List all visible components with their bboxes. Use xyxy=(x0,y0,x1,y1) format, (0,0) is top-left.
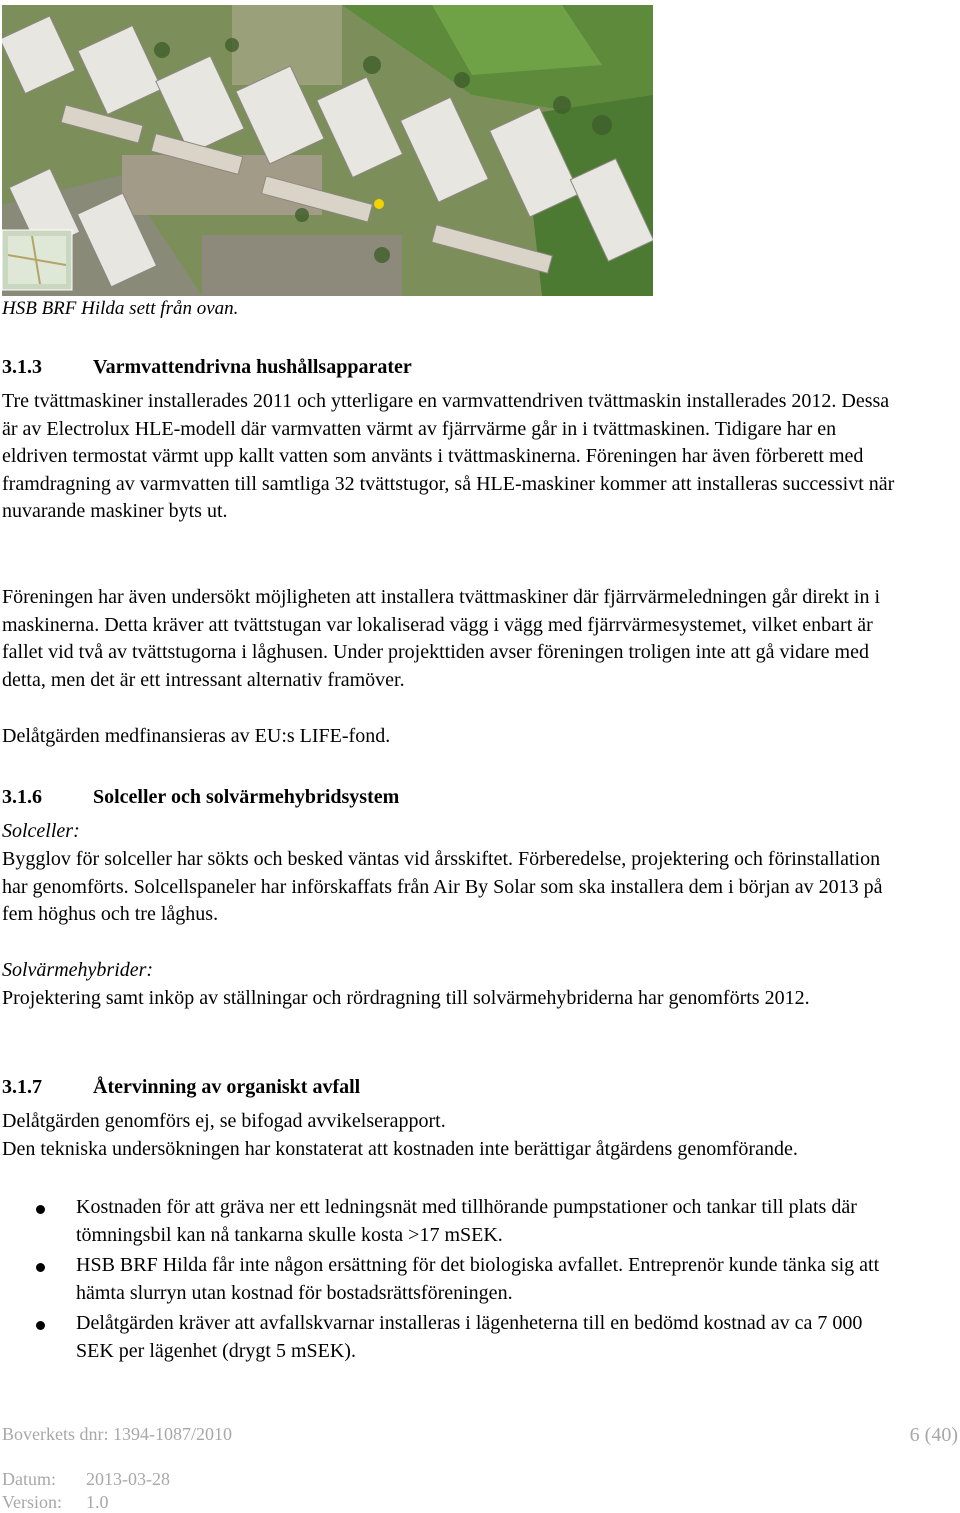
version-value: 1.0 xyxy=(86,1492,109,1512)
footer-dnr: Boverkets dnr: 1394-1087/2010 xyxy=(2,1424,232,1444)
section-heading-316 xyxy=(2,786,399,809)
section-heading-317 xyxy=(2,1076,360,1099)
paragraph: Föreningen har även undersökt möjligheten att installera tvättmaskiner där fjärrvärmeledningen går direkt in i maskinerna. Detta kräver att tvättstugan var lokaliserad vägg i vägg med fjärrvärmesystemet, vilket enbart är fallet vid två av tvättstugorna i låghusen. Under projekttiden avser föreningen troligen inte att gå vidare med detta, men det är ett intressant alternativ framöver. xyxy=(2,586,881,691)
section-number: 3.1.3 xyxy=(2,356,42,378)
subheading-solvarmehybrider: Solvärmehybrider: xyxy=(2,959,154,981)
photo-caption: HSB BRF Hilda sett från ovan. xyxy=(2,298,239,319)
version-label: Version: xyxy=(2,1492,62,1512)
paragraph: Delåtgärden medfinansieras av EU:s LIFE-fond. xyxy=(2,725,391,747)
list-item xyxy=(2,1194,902,1249)
aerial-photo xyxy=(2,5,653,296)
datum-value: 2013-03-28 xyxy=(86,1469,170,1489)
section-title: Varmvattendrivna hushållsapparater xyxy=(93,356,412,378)
list-item-text: Delåtgärden kräver att avfallskvarnar installeras i lägenheterna till en bedömd kostnad av ca 7 000 SEK per lägenhet (drygt 5 mSEK). xyxy=(76,1312,863,1362)
bullet-icon xyxy=(36,1321,45,1330)
list-item xyxy=(2,1252,902,1307)
bullet-list xyxy=(2,1194,902,1368)
paragraph: Bygglov för solceller har sökts och besked väntas vid årsskiftet. Förberedelse, projektering och förinstallation har genomförts. Solcellspaneler har införskaffats från Air By Solar som ska installera dem i början av 2013 på fem höghus och tre låghus. xyxy=(2,848,883,925)
bullet-icon xyxy=(36,1263,45,1272)
paragraph: Tre tvättmaskiner installerades 2011 och ytterligare en varmvattendriven tvättmaskin installerades 2012. Dessa är av Electrolux HLE-modell där varmvatten värmt av fjärrvärme går in i tvättmaskinen. Tidigare har en eldriven termostat värmt upp kallt vatten som använts i tvättmaskinerna. Föreningen har även förberett med framdragning av varmvatten till samtliga 32 tvättstugor, så HLE-maskiner kommer att installeras successivt när nuvarande maskiner byts ut. xyxy=(2,390,895,522)
paragraph: Projektering samt inköp av ställningar och rördragning till solvärmehybriderna har genomförts 2012. xyxy=(2,987,810,1009)
section-number: 3.1.6 xyxy=(2,786,42,808)
page-number: 6 (40) xyxy=(909,1424,958,1446)
paragraph: Den tekniska undersökningen har konstaterat att kostnaden inte berättigar åtgärdens genomförande. xyxy=(2,1138,798,1160)
section-number: 3.1.7 xyxy=(2,1076,42,1098)
section-title: Solceller och solvärmehybridsystem xyxy=(93,786,400,808)
list-item xyxy=(2,1310,902,1365)
section-title: Återvinning av organiskt avfall xyxy=(93,1076,361,1098)
footer-version xyxy=(2,1492,109,1513)
subheading-solceller: Solceller: xyxy=(2,820,80,842)
section-heading-313 xyxy=(2,356,412,379)
datum-label: Datum: xyxy=(2,1469,56,1489)
list-item-text: Kostnaden för att gräva ner ett ledningsnät med tillhörande pumpstationer och tankar till plats där tömningsbil kan nå tankarna skulle kosta >17 mSEK. xyxy=(76,1196,857,1246)
paragraph: Delåtgärden genomförs ej, se bifogad avvikelserapport. xyxy=(2,1110,446,1132)
list-item-text: HSB BRF Hilda får inte någon ersättning för det biologiska avfallet. Entreprenör kunde tänka sig att hämta slurryn utan kostnad för bostadsrättsföreningen. xyxy=(76,1254,880,1304)
bullet-icon xyxy=(36,1205,45,1214)
footer-datum xyxy=(2,1469,170,1490)
